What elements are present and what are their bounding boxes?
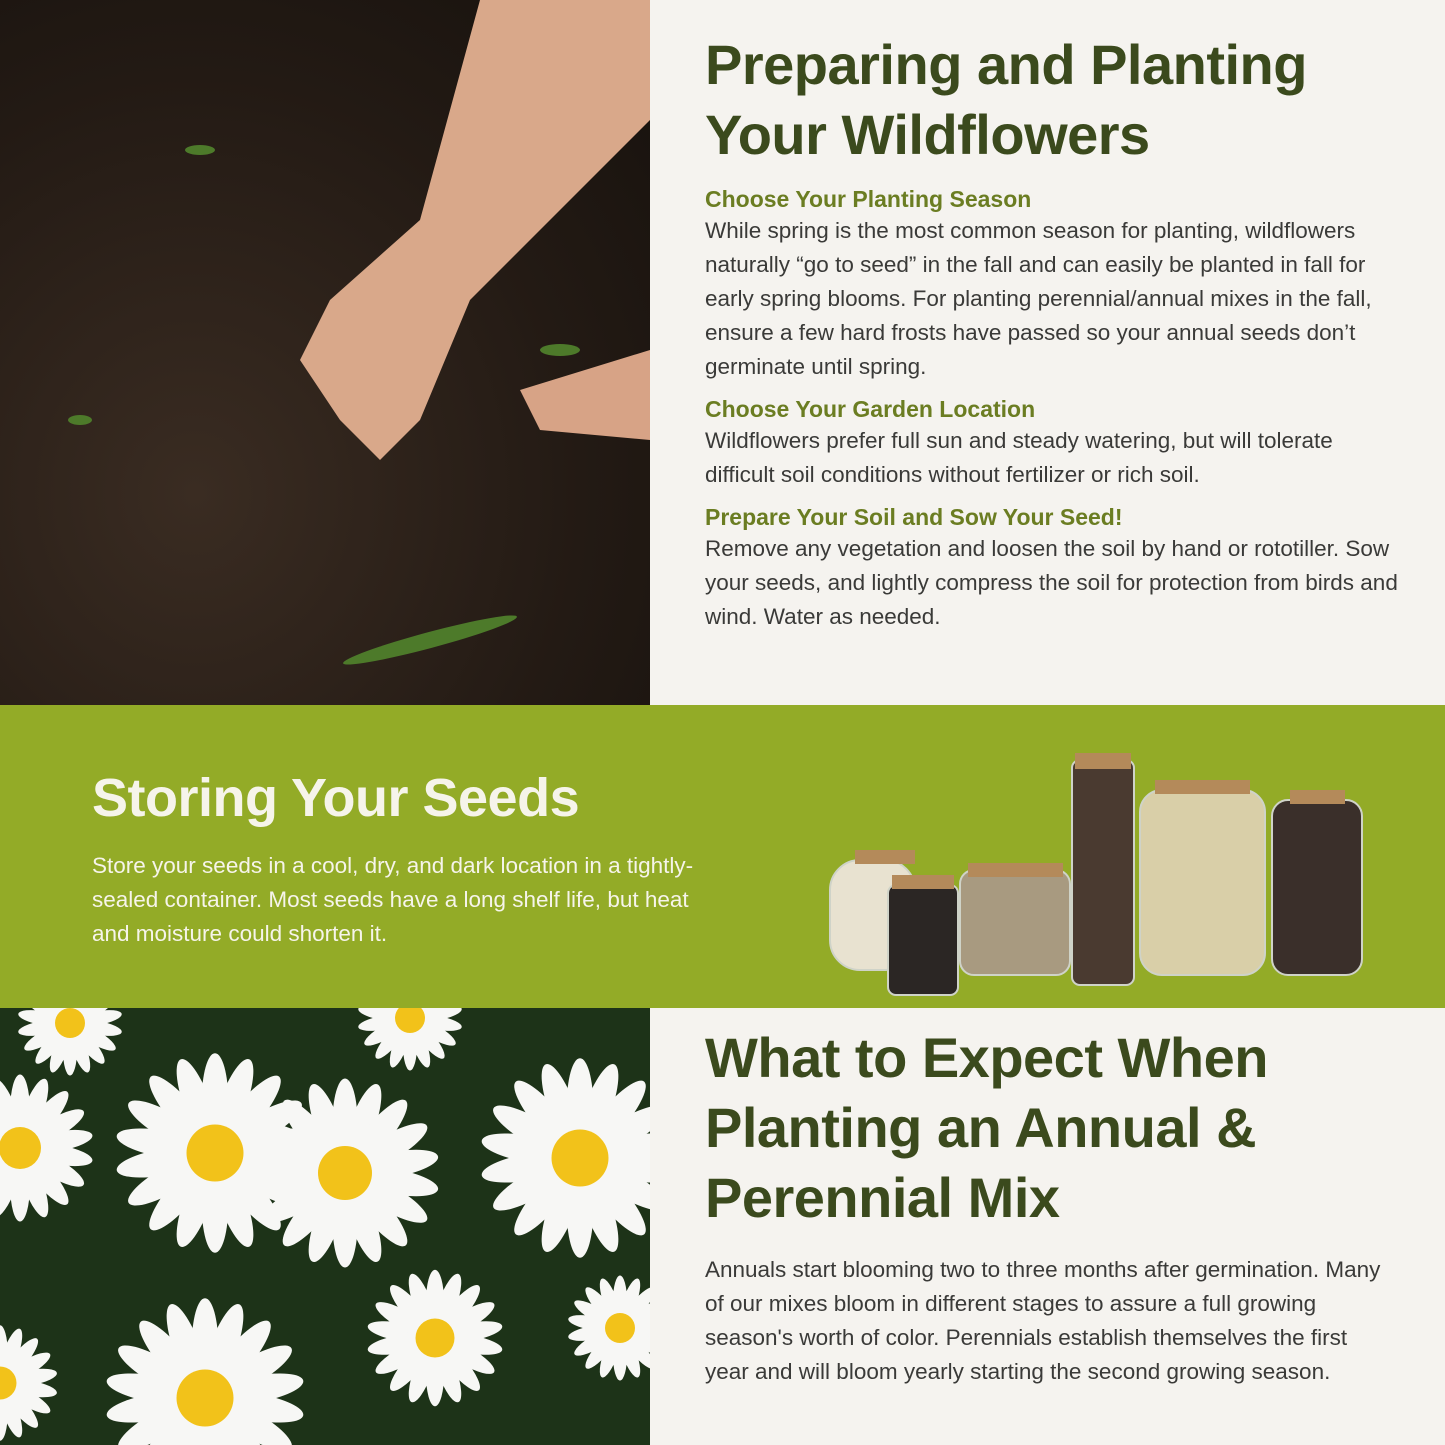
daisy-flower bbox=[567, 1276, 650, 1381]
daisies-photo bbox=[0, 1008, 650, 1445]
daisy-flower bbox=[17, 1008, 123, 1076]
body-season: While spring is the most common season for planting, wildflowers naturally “go to seed” in the fall and can easily be planted in fall for early spring blooms. For planting perennial/annual mixes in the fall, ensure a few hard frosts have passed so your annual seeds don’t germinate until spring. bbox=[705, 218, 1372, 379]
expect-body: Annuals start blooming two to three months after germination. Many of our mixes bloom in different stages to assure a full growing season's worth of color. Perennials establish themselves the first year and will bloom yearly starting the second growing season. bbox=[705, 1257, 1381, 1384]
expect-title: What to Expect When Planting an Annual & Perennial Mix bbox=[705, 1026, 1268, 1229]
daisy-flower bbox=[104, 1298, 305, 1445]
expect-text bbox=[705, 1023, 1405, 1389]
expect-section bbox=[0, 1008, 1445, 1445]
daisies-illustration bbox=[0, 1008, 650, 1445]
daisy-flower bbox=[357, 1008, 463, 1071]
planting-section bbox=[0, 0, 1445, 705]
daisy-flower bbox=[0, 1325, 58, 1441]
body-location: Wildflowers prefer full sun and steady watering, but will tolerate difficult soil conditions without fertilizer or rich soil. bbox=[705, 428, 1333, 487]
daisy-flower bbox=[0, 1075, 94, 1222]
seed-jars-photo bbox=[820, 745, 1380, 1005]
planting-text bbox=[705, 30, 1405, 634]
subheading-soil: Prepare Your Soil and Sow Your Seed! bbox=[705, 504, 1123, 530]
storing-body: Store your seeds in a cool, dry, and dark location in a tightly-sealed container. Most seeds have a long shelf life, but heat and moisture could shorten it. bbox=[92, 853, 694, 946]
storing-title: Storing Your Seeds bbox=[92, 768, 580, 828]
subheading-season: Choose Your Planting Season bbox=[705, 186, 1032, 212]
daisy-flower bbox=[366, 1270, 504, 1407]
daisy-flower bbox=[479, 1058, 650, 1258]
hands-illustration bbox=[0, 0, 650, 705]
body-soil: Remove any vegetation and loosen the soil by hand or rototiller. Sow your seeds, and lightly compress the soil for protection from birds and wind. Water as needed. bbox=[705, 536, 1398, 629]
soil-hands-photo bbox=[0, 0, 650, 705]
planting-title: Preparing and Planting Your Wildflowers bbox=[705, 33, 1307, 166]
subheading-location: Choose Your Garden Location bbox=[705, 396, 1036, 422]
storing-section bbox=[0, 705, 1445, 1008]
